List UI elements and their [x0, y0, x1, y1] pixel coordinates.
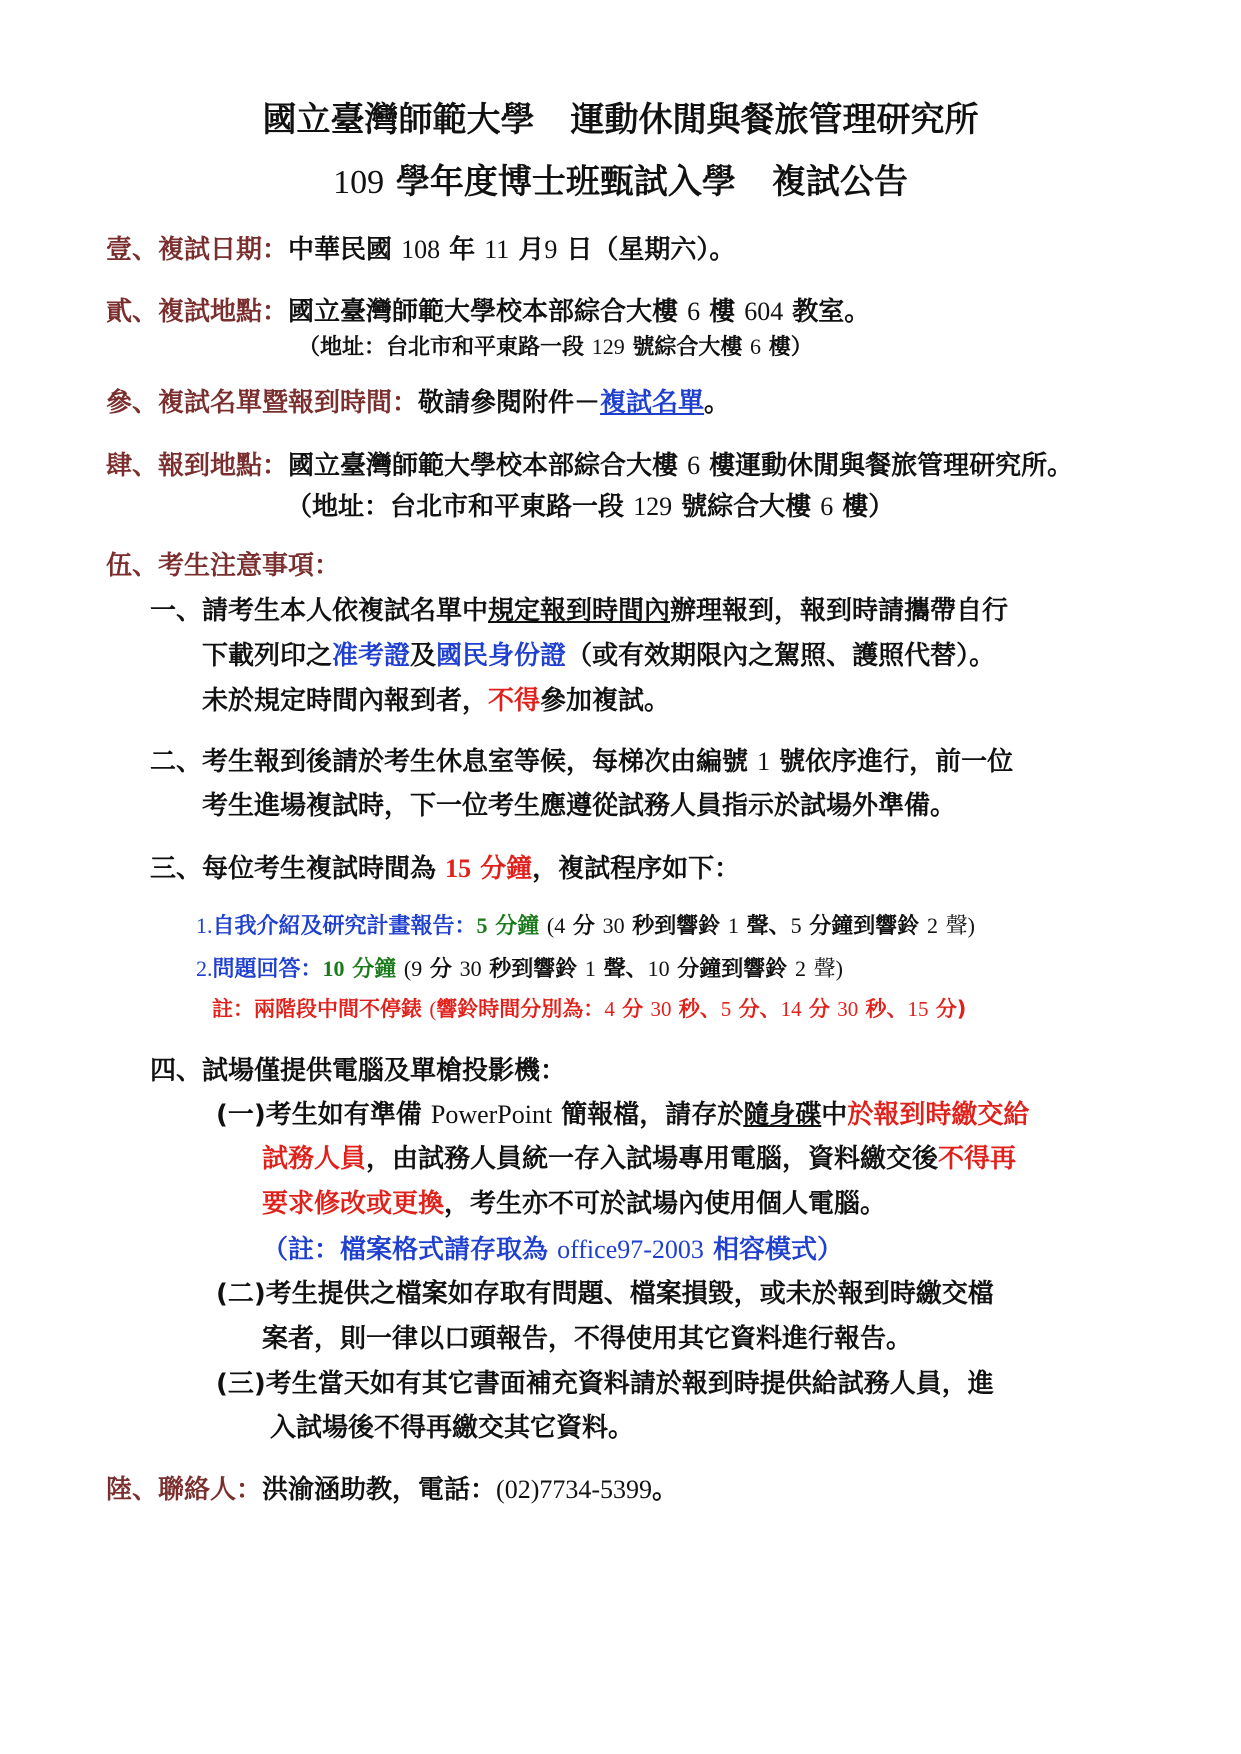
note-4a-line-2: 試務人員，由試務人員統一存入試場專用電腦，資料繳交後不得再: [262, 1144, 1017, 1174]
section-contact: 陸、聯絡人：洪渝涵助教，電話：(02)7734-5399。: [106, 1475, 679, 1505]
section-date: 壹、複試日期：中華民國 108 年 11 月9 日（星期六）。: [106, 235, 736, 265]
title-line-1: [0, 100, 1241, 141]
section-notes-heading: 伍、考生注意事項：: [106, 551, 341, 581]
note-1-line-1: 一、請考生本人依複試名單中規定報到時間內辦理報到，報到時請攜帶自行: [150, 596, 1009, 626]
note-4c-line-2: 入試場後不得再繳交其它資料。: [270, 1413, 635, 1443]
section-list: 參、複試名單暨報到時間：敬請參閱附件－複試名單。: [106, 388, 731, 418]
announcement-type: 複試公告: [771, 162, 908, 202]
note-2-line-1: 二、考生報到後請於考生休息室等候，每梯次由編號 1 號依序進行，前一位: [150, 747, 1014, 777]
title-line-2: 109 學年度博士班甄試入學 複試公告: [333, 162, 908, 202]
procedure-step-2: 2.問題回答：10 分鐘 (9 分 30 秒到響鈴 1 聲、10 分鐘到響鈴 2 聲): [196, 956, 843, 982]
university-name: 國立臺灣師範大學: [262, 100, 535, 140]
section-checkin-location: 肆、報到地點：國立臺灣師範大學校本部綜合大樓 6 樓運動休閒與餐旅管理研究所。: [106, 451, 1074, 481]
note-2-line-2: 考生進場複試時，下一位考生應遵從試務人員指示於試場外準備。: [202, 791, 957, 821]
note-4b-line-2: 案者，則一律以口頭報告，不得使用其它資料進行報告。: [262, 1324, 913, 1354]
note-1-line-3: 未於規定時間內報到者，不得參加複試。: [202, 686, 671, 716]
note-4b-line-1: (二)考生提供之檔案如存取有問題、檔案損毀，或未於報到時繳交檔: [216, 1279, 994, 1309]
checkin-address: （地址：台北市和平東路一段 129 號綜合大樓 6 樓）: [286, 492, 895, 522]
note-3-line-1: 三、每位考生複試時間為 15 分鐘，複試程序如下：: [150, 854, 741, 884]
note-4a-file-format: （註：檔案格式請存取為 office97-2003 相容模式）: [262, 1235, 843, 1265]
note-4c-line-1: (三)考生當天如有其它書面補充資料請於報到時提供給試務人員，進: [216, 1369, 994, 1399]
procedure-note: 註：兩階段中間不停錶 (響鈴時間分別為：4 分 30 秒、5 分、14 分 30 秒、15 分): [212, 997, 967, 1021]
procedure-step-1: 1.自我介紹及研究計畫報告：5 分鐘 (4 分 30 秒到響鈴 1 聲、5 分鐘到響鈴 2 聲): [196, 913, 975, 939]
section-location: 貳、複試地點：國立臺灣師範大學校本部綜合大樓 6 樓 604 教室。: [106, 297, 871, 327]
note-4a-line-3: 要求修改或更換，考生亦不可於試場內使用個人電腦。: [262, 1189, 887, 1219]
interview-list-link[interactable]: 複試名單: [600, 388, 705, 418]
note-4-heading: 四、試場僅提供電腦及單槍投影機：: [150, 1056, 567, 1086]
institute-name: 運動休閒與餐旅管理研究所: [570, 100, 979, 140]
note-4a-line-1: (一)考生如有準備 PowerPoint 簡報檔，請存於隨身碟中於報到時繳交給: [216, 1100, 1030, 1130]
note-1-line-2: 下載列印之准考證及國民身份證（或有效期限內之駕照、護照代替）。: [202, 641, 996, 671]
contact-phone: (02)7734-5399: [496, 1475, 653, 1504]
location-address: （地址：台北市和平東路一段 129 號綜合大樓 6 樓）: [298, 334, 813, 360]
